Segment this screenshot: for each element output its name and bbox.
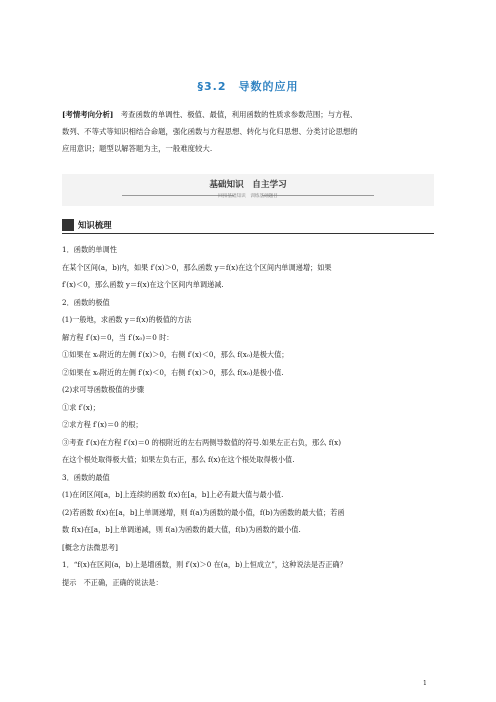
content-line: ①如果在 x₀附近的左侧 f′(x)＞0，右侧 f′(x)＜0，那么 f(x₀)是极大值；: [62, 350, 289, 359]
page-title: §3.2 导数的应用: [197, 80, 299, 93]
content-line: 在这个根处取得极大值；如果左负右正，那么 f(x)在这个根处取得极小值.: [62, 455, 295, 464]
exam-analysis-line: 数列、不等式等知识相结合命题，强化函数与方程思想、转化与化归思想、分类讨论思想的: [62, 127, 358, 136]
exam-analysis-line: 考查函数的单调性、极值、最值，利用函数的性质求参数范围；与方程、: [120, 110, 358, 119]
content-line: 提示 不正确，正确的说法是：: [62, 577, 163, 587]
content-line: [概念方法微思考]: [62, 542, 118, 552]
content-line: ①求 f′(x)；: [62, 402, 100, 412]
content-line: 3．函数的最值: [62, 472, 110, 482]
section-rule: [62, 233, 434, 234]
section-heading: [62, 218, 434, 232]
page-number: 1: [423, 680, 427, 687]
banner-title: 基础知识 自主学习: [209, 180, 287, 190]
exam-analysis-line: 应用意识；题型以解答题为主，一般难度较大.: [62, 144, 213, 153]
exam-analysis-label: [考情考向分析]: [62, 110, 114, 119]
content-line: 1．函数的单调性: [62, 245, 117, 254]
content-line: (2)若函数 f(x)在[a，b]上单调递增，则 f(a)为函数的最小值，f(b)为函数的最大值；若函: [62, 507, 345, 517]
content-line: 数 f(x)在[a，b]上单调递减，则 f(a)为函数的最大值，f(b)为函数的最小值.: [62, 525, 301, 534]
section-banner: [62, 174, 434, 206]
section-label: 知识梳理: [78, 220, 112, 230]
content-line: (1)在闭区间[a，b]上连续的函数 f(x)在[a，b]上必有最大值与最小值.: [62, 490, 284, 499]
exam-analysis: [62, 106, 442, 157]
content-line: ③考查 f′(x)在方程 f′(x)＝0 的根附近的左右两侧导数值的符号.如果左正右负，那么 f(x): [62, 437, 342, 447]
content-line: 在某个区间(a，b)内，如果 f′(x)＞0，那么函数 y＝f(x)在这个区间内单调递增；如果: [62, 262, 332, 272]
section-marker-icon: [62, 219, 74, 231]
content-line: 解方程 f′(x)＝0，当 f′(x₀)＝0 时：: [62, 332, 174, 342]
content-line: (1)一般地，求函数 y＝f(x)的极值的方法: [62, 315, 192, 324]
content-line: 2．函数的极值: [62, 297, 110, 307]
content-line: ②如果在 x₀附近的左侧 f′(x)＜0，右侧 f′(x)＞0，那么 f(x₀)是极小值.: [62, 367, 284, 377]
content-line: ②求方程 f′(x)＝0 的根；: [62, 420, 143, 429]
banner-subtitle: 回扣基础知识 训练基础题目: [218, 194, 278, 199]
knowledge-content: [62, 241, 442, 591]
content-line: 1．“f(x)在区间(a，b)上是增函数，则 f′(x)＞0 在(a，b)上恒成立”，这种说法是否正确？: [62, 560, 347, 569]
content-line: f′(x)＜0，那么函数 y＝f(x)在这个区间内单调递减.: [62, 280, 224, 289]
content-line: (2)求可导函数极值的步骤: [62, 385, 145, 394]
